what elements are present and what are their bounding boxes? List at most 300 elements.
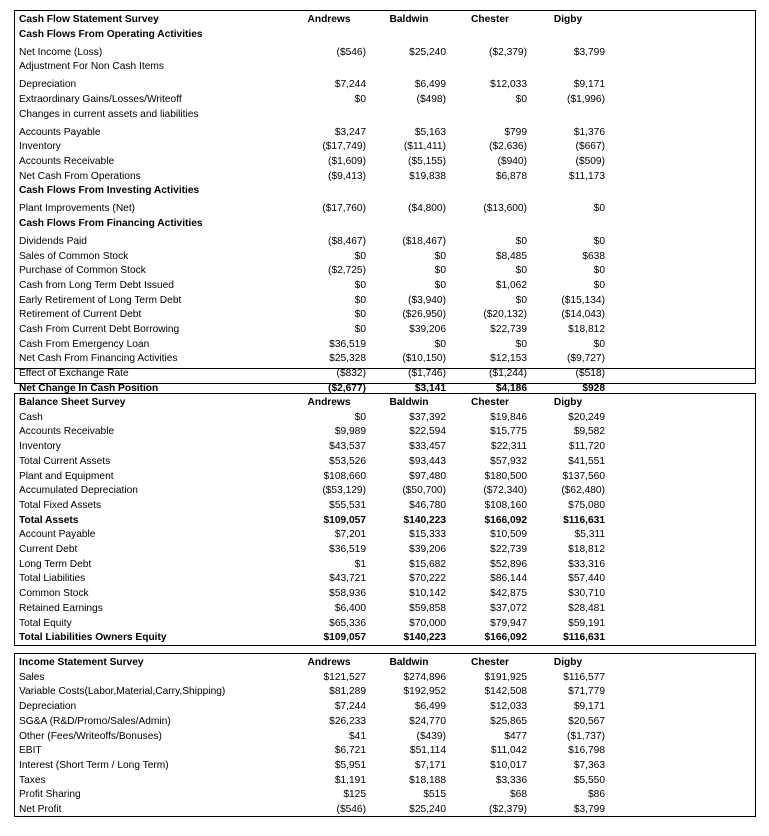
cell-digby: $9,171 xyxy=(573,79,605,91)
cell-andrews: $6,400 xyxy=(334,602,366,614)
cell-andrews: $81,289 xyxy=(329,686,366,698)
table-row xyxy=(19,514,755,529)
cell-andrews: ($9,413) xyxy=(328,170,366,182)
cell-digby: $116,631 xyxy=(563,514,605,526)
column-header-andrews: Andrews xyxy=(307,657,351,668)
cell-baldwin: $6,499 xyxy=(414,701,446,713)
cell-digby: ($667) xyxy=(575,141,605,153)
table-row xyxy=(19,572,755,587)
cell-chester: $799 xyxy=(504,126,527,138)
row-label: Profit Sharing xyxy=(19,789,81,801)
cell-andrews: $65,336 xyxy=(329,617,366,629)
cell-baldwin: $70,222 xyxy=(409,573,446,585)
cell-andrews: $53,526 xyxy=(329,455,366,467)
balance-sheet-title-row xyxy=(19,396,755,411)
cell-baldwin: $97,480 xyxy=(409,470,446,482)
balance-sheet-section xyxy=(14,393,756,646)
table-row xyxy=(19,264,755,279)
cell-andrews: $43,537 xyxy=(329,441,366,453)
cell-digby: ($62,480) xyxy=(561,485,605,497)
cell-andrews: $0 xyxy=(354,411,366,423)
row-label: Net Cash From Financing Activities xyxy=(19,353,178,365)
cell-andrews: $0 xyxy=(354,309,366,321)
income-statement-title-row xyxy=(19,656,755,671)
cell-baldwin: $5,163 xyxy=(414,126,446,138)
cell-digby: $9,582 xyxy=(573,426,605,438)
cell-baldwin: $192,952 xyxy=(403,686,446,698)
cell-andrews: $36,519 xyxy=(329,544,366,555)
table-row xyxy=(19,700,755,715)
row-label: Taxes xyxy=(19,774,46,786)
row-label: Total Liabilities Owners Equity xyxy=(19,632,167,644)
cell-andrews: ($2,725) xyxy=(328,265,366,277)
cell-baldwin: ($26,950) xyxy=(402,309,446,321)
cell-andrews: $7,244 xyxy=(334,701,366,713)
cell-chester: $79,947 xyxy=(490,617,527,629)
cell-digby: $20,249 xyxy=(568,411,605,423)
cell-chester: ($13,600) xyxy=(483,203,527,215)
cell-digby: $116,631 xyxy=(563,632,605,644)
table-row xyxy=(19,803,755,818)
cell-chester: $6,878 xyxy=(495,170,527,182)
cell-chester: $57,932 xyxy=(490,455,527,467)
table-row xyxy=(19,470,755,485)
cell-digby: ($9,727) xyxy=(567,353,605,365)
cell-andrews: ($1,609) xyxy=(328,155,366,167)
cell-digby: $5,311 xyxy=(574,529,605,541)
cell-digby: $1,376 xyxy=(573,126,605,138)
cell-andrews: ($17,760) xyxy=(322,203,366,215)
table-row xyxy=(19,425,755,440)
cell-chester: $166,092 xyxy=(484,632,527,644)
cell-andrews: ($546) xyxy=(336,46,366,58)
cell-andrews: ($546) xyxy=(336,804,366,815)
cell-andrews: $0 xyxy=(354,294,366,306)
cell-andrews: ($53,129) xyxy=(322,485,366,497)
column-header-andrews: Andrews xyxy=(307,14,351,25)
cell-andrews: ($832) xyxy=(336,368,366,380)
table-row xyxy=(19,279,755,294)
cell-digby: $116,577 xyxy=(563,671,605,683)
row-label: Current Debt xyxy=(19,544,78,555)
total-divider xyxy=(15,368,755,369)
cell-digby: ($1,996) xyxy=(567,93,605,105)
cell-baldwin: $37,392 xyxy=(409,411,446,423)
row-label: Adjustment For Non Cash Items xyxy=(19,61,164,73)
cell-digby: ($1,737) xyxy=(567,730,605,742)
cell-chester: $0 xyxy=(515,265,527,277)
cell-andrews: $1 xyxy=(354,558,366,570)
row-label: Depreciation xyxy=(19,79,77,91)
cell-chester: $68 xyxy=(510,789,527,801)
cell-chester: ($2,636) xyxy=(489,141,527,153)
cell-chester: $0 xyxy=(515,93,527,105)
cell-baldwin: $22,594 xyxy=(409,426,446,438)
cell-chester: $166,092 xyxy=(484,514,527,526)
column-header-digby: Digby xyxy=(553,397,583,408)
cell-baldwin: ($10,150) xyxy=(402,353,446,365)
table-row xyxy=(19,28,755,43)
cell-andrews: $43,721 xyxy=(329,573,366,585)
cell-andrews: $9,989 xyxy=(334,426,366,438)
row-label: Cash From Emergency Loan xyxy=(19,338,150,350)
cell-chester: $8,485 xyxy=(495,250,527,262)
row-label: Plant and Equipment xyxy=(19,470,114,482)
row-label: Changes in current assets and liabilities xyxy=(19,108,199,120)
cell-baldwin: $18,188 xyxy=(409,774,446,786)
cell-andrews: $0 xyxy=(354,250,366,262)
row-label: Total Equity xyxy=(19,617,72,629)
row-label: Interest (Short Term / Long Term) xyxy=(19,759,169,771)
cell-digby: $16,798 xyxy=(568,745,605,757)
cell-baldwin: $19,838 xyxy=(409,170,446,182)
cell-digby: ($509) xyxy=(575,155,605,167)
cell-chester: ($2,379) xyxy=(489,804,527,815)
cell-baldwin: $0 xyxy=(434,338,446,350)
column-header-chester: Chester xyxy=(471,657,509,668)
cell-baldwin: $515 xyxy=(423,789,446,801)
column-header-digby: Digby xyxy=(553,14,583,25)
cell-baldwin: $0 xyxy=(434,265,446,277)
row-label: Accounts Payable xyxy=(19,126,101,138)
row-label: Purchase of Common Stock xyxy=(19,265,146,277)
cell-chester: $3,336 xyxy=(495,774,527,786)
cell-digby: $71,779 xyxy=(568,686,605,698)
cell-digby: $28,481 xyxy=(568,602,605,614)
table-row xyxy=(19,60,755,75)
cell-digby: $59,191 xyxy=(568,617,605,629)
table-row xyxy=(19,78,755,93)
cell-baldwin: $24,770 xyxy=(409,715,446,727)
row-label: Accounts Receivable xyxy=(19,426,115,438)
row-label: Accounts Receivable xyxy=(19,155,115,167)
row-label: Net Change In Cash Position xyxy=(19,382,159,394)
cell-baldwin: $39,206 xyxy=(409,324,446,335)
cell-digby: $928 xyxy=(582,382,605,394)
cell-baldwin: $70,000 xyxy=(409,617,446,629)
cell-digby: $11,720 xyxy=(568,441,605,453)
cell-chester: ($20,132) xyxy=(483,309,527,321)
cell-andrews: $7,201 xyxy=(334,529,366,541)
cell-chester: $11,042 xyxy=(490,745,527,757)
table-row xyxy=(19,155,755,170)
row-label: Other (Fees/Writeoffs/Bonuses) xyxy=(19,730,162,742)
cell-baldwin: ($50,700) xyxy=(402,485,446,497)
cell-baldwin: ($3,940) xyxy=(408,294,446,306)
cell-baldwin: $15,682 xyxy=(409,558,446,570)
cell-andrews: $26,233 xyxy=(329,715,366,727)
row-label: SG&A (R&D/Promo/Sales/Admin) xyxy=(19,715,171,727)
cell-chester: $191,925 xyxy=(484,671,527,683)
cell-chester: $22,739 xyxy=(490,544,527,555)
row-label: Long Term Debt xyxy=(19,558,92,570)
cell-chester: ($72,340) xyxy=(483,485,527,497)
table-row xyxy=(19,499,755,514)
cell-chester: $10,509 xyxy=(490,529,527,541)
cell-baldwin: ($498) xyxy=(416,93,446,105)
table-row xyxy=(19,250,755,265)
cell-andrews: ($8,467) xyxy=(328,235,366,247)
table-row xyxy=(19,184,755,199)
cell-digby: ($14,043) xyxy=(561,309,605,321)
table-row xyxy=(19,528,755,543)
cell-digby: $0 xyxy=(593,265,605,277)
cell-digby: $638 xyxy=(582,250,605,262)
cell-chester: $22,311 xyxy=(490,441,527,453)
cell-digby: $20,567 xyxy=(568,715,605,727)
column-header-chester: Chester xyxy=(471,14,509,25)
cell-chester: $1,062 xyxy=(495,279,527,291)
cell-andrews: $109,057 xyxy=(323,514,366,526)
cell-baldwin: $15,333 xyxy=(409,529,446,541)
table-row xyxy=(19,543,755,558)
cell-chester: $0 xyxy=(515,235,527,247)
table-row xyxy=(19,170,755,185)
row-label: Cash Flows From Investing Activities xyxy=(19,185,200,197)
cell-chester: ($2,379) xyxy=(489,46,527,58)
cell-chester: $12,033 xyxy=(490,79,527,91)
row-label: Accumulated Depreciation xyxy=(19,485,138,497)
table-row xyxy=(19,759,755,774)
row-label: Inventory xyxy=(19,141,61,153)
cash-flow-title: Cash Flow Statement Survey xyxy=(19,14,159,25)
table-row xyxy=(19,202,755,217)
row-label: Common Stock xyxy=(19,588,89,600)
row-label: Total Current Assets xyxy=(19,455,111,467)
cell-chester: $10,017 xyxy=(490,759,527,771)
cell-baldwin: ($5,155) xyxy=(408,155,446,167)
cell-baldwin: $7,171 xyxy=(414,759,446,771)
cell-digby: $0 xyxy=(593,235,605,247)
cell-andrews: $0 xyxy=(354,279,366,291)
cell-baldwin: $93,443 xyxy=(409,455,446,467)
column-header-baldwin: Baldwin xyxy=(389,14,429,25)
table-row xyxy=(19,93,755,108)
table-row xyxy=(19,338,755,353)
row-label: Variable Costs(Labor,Material,Carry,Shipping) xyxy=(19,686,226,698)
cell-digby: $33,316 xyxy=(568,558,605,570)
cell-chester: $19,846 xyxy=(490,411,527,423)
table-row xyxy=(19,484,755,499)
cell-andrews: $7,244 xyxy=(334,79,366,91)
row-label: Inventory xyxy=(19,441,61,453)
row-label: Net Income (Loss) xyxy=(19,46,103,58)
table-row xyxy=(19,744,755,759)
cell-andrews: $36,519 xyxy=(329,338,366,350)
cell-andrews: $125 xyxy=(343,789,366,801)
table-row xyxy=(19,631,755,646)
cell-baldwin: ($1,746) xyxy=(408,368,446,380)
cell-andrews: ($17,749) xyxy=(322,141,366,153)
row-label: Cash Flows From Financing Activities xyxy=(19,217,203,229)
cell-andrews: $58,936 xyxy=(329,588,366,600)
cell-digby: $30,710 xyxy=(568,588,605,600)
cell-andrews: ($2,677) xyxy=(328,382,366,394)
cell-andrews: $0 xyxy=(354,324,366,335)
cell-chester: $22,739 xyxy=(490,324,527,335)
table-row xyxy=(19,440,755,455)
cell-digby: ($15,134) xyxy=(561,294,605,306)
cell-digby: $137,560 xyxy=(562,470,605,482)
table-row xyxy=(19,587,755,602)
cell-chester: $25,865 xyxy=(490,715,527,727)
cell-baldwin: $39,206 xyxy=(409,544,446,555)
cash-flow-section xyxy=(14,10,756,394)
cash-flow-title-row xyxy=(19,13,755,28)
cell-chester: ($940) xyxy=(497,155,527,167)
cell-andrews: $3,247 xyxy=(334,126,366,138)
table-row xyxy=(19,108,755,123)
row-label: Net Profit xyxy=(19,804,62,815)
cell-chester: ($1,244) xyxy=(489,368,527,380)
cell-baldwin: $25,240 xyxy=(409,804,446,815)
cell-chester: $52,896 xyxy=(490,558,527,570)
cell-digby: $75,080 xyxy=(568,499,605,511)
cell-andrews: $1,191 xyxy=(334,774,366,786)
cell-chester: $42,875 xyxy=(490,588,527,600)
table-row xyxy=(19,235,755,250)
cell-digby: $9,171 xyxy=(573,701,605,713)
table-row xyxy=(19,217,755,232)
cell-baldwin: $274,896 xyxy=(403,671,446,683)
cell-digby: $0 xyxy=(593,338,605,350)
row-label: Account Payable xyxy=(19,529,96,541)
table-row xyxy=(19,685,755,700)
table-row xyxy=(19,455,755,470)
cell-digby: $18,812 xyxy=(568,324,605,335)
table-row xyxy=(19,411,755,426)
cell-baldwin: $33,457 xyxy=(409,441,446,453)
table-row xyxy=(19,715,755,730)
table-row xyxy=(19,126,755,141)
cell-baldwin: $0 xyxy=(434,250,446,262)
cell-digby: $57,440 xyxy=(568,573,605,585)
table-row xyxy=(19,352,755,367)
cell-andrews: $0 xyxy=(354,93,366,105)
cell-digby: $3,799 xyxy=(573,46,605,58)
income-statement-title: Income Statement Survey xyxy=(19,657,144,668)
income-statement-section xyxy=(14,653,756,817)
column-header-chester: Chester xyxy=(471,397,509,408)
cell-baldwin: $59,858 xyxy=(409,602,446,614)
row-label: Sales of Common Stock xyxy=(19,250,129,262)
table-row xyxy=(19,617,755,632)
cell-andrews: $6,721 xyxy=(334,745,366,757)
cell-baldwin: $25,240 xyxy=(409,46,446,58)
cell-andrews: $121,527 xyxy=(323,671,366,683)
balance-sheet-title: Balance Sheet Survey xyxy=(19,397,126,408)
row-label: EBIT xyxy=(19,745,42,757)
cell-digby: $5,550 xyxy=(573,774,605,786)
cell-baldwin: ($439) xyxy=(416,730,446,742)
table-row xyxy=(19,367,755,382)
row-label: Cash from Long Term Debt Issued xyxy=(19,279,174,291)
cell-digby: $41,551 xyxy=(568,455,605,467)
table-row xyxy=(19,323,755,338)
cell-chester: $4,186 xyxy=(495,382,527,394)
cell-andrews: $5,951 xyxy=(334,759,366,771)
row-label: Cash From Current Debt Borrowing xyxy=(19,324,180,335)
row-label: Total Assets xyxy=(19,514,79,526)
row-label: Dividends Paid xyxy=(19,235,87,247)
table-row xyxy=(19,774,755,789)
row-label: Extraordinary Gains/Losses/Writeoff xyxy=(19,93,182,105)
table-row xyxy=(19,558,755,573)
cell-digby: $0 xyxy=(593,279,605,291)
cell-baldwin: $0 xyxy=(434,279,446,291)
row-label: Total Liabilities xyxy=(19,573,86,585)
row-label: Cash Flows From Operating Activities xyxy=(19,28,203,40)
table-row xyxy=(19,602,755,617)
row-label: Sales xyxy=(19,671,45,683)
cell-baldwin: $140,223 xyxy=(403,514,446,526)
column-header-digby: Digby xyxy=(553,657,583,668)
column-header-andrews: Andrews xyxy=(307,397,351,408)
cell-baldwin: $46,780 xyxy=(409,499,446,511)
cell-chester: $180,500 xyxy=(484,470,527,482)
cell-digby: $7,363 xyxy=(573,759,605,771)
cell-digby: $3,799 xyxy=(573,804,605,815)
cell-digby: $86 xyxy=(588,789,605,801)
cell-digby: ($518) xyxy=(575,368,605,380)
row-label: Effect of Exchange Rate xyxy=(19,368,129,380)
table-row xyxy=(19,730,755,745)
cell-baldwin: $140,223 xyxy=(403,632,446,644)
cell-digby: $11,173 xyxy=(568,170,605,182)
column-header-baldwin: Baldwin xyxy=(389,657,429,668)
cell-chester: $108,160 xyxy=(484,499,527,511)
cell-digby: $0 xyxy=(593,203,605,215)
cell-chester: $477 xyxy=(504,730,527,742)
table-row xyxy=(19,46,755,61)
table-row xyxy=(19,308,755,323)
row-label: Plant Improvements (Net) xyxy=(19,203,136,215)
row-label: Retirement of Current Debt xyxy=(19,309,142,321)
cell-baldwin: $6,499 xyxy=(414,79,446,91)
cell-digby: $18,812 xyxy=(568,544,605,555)
cell-andrews: $55,531 xyxy=(329,499,366,511)
cell-andrews: $41 xyxy=(349,730,366,742)
cell-chester: $0 xyxy=(515,294,527,306)
row-label: Early Retirement of Long Term Debt xyxy=(19,294,182,306)
column-header-baldwin: Baldwin xyxy=(389,397,429,408)
cell-chester: $0 xyxy=(515,338,527,350)
cell-baldwin: ($4,800) xyxy=(408,203,446,215)
cell-chester: $12,033 xyxy=(490,701,527,713)
cell-andrews: $25,328 xyxy=(329,353,366,365)
row-label: Net Cash From Operations xyxy=(19,170,141,182)
cell-andrews: $108,660 xyxy=(323,470,366,482)
cell-chester: $15,775 xyxy=(490,426,527,438)
table-row xyxy=(19,294,755,309)
table-row xyxy=(19,788,755,803)
table-row xyxy=(19,671,755,686)
cell-andrews: $109,057 xyxy=(323,632,366,644)
cell-chester: $86,144 xyxy=(490,573,527,585)
cell-baldwin: ($11,411) xyxy=(403,141,446,153)
cell-baldwin: ($18,467) xyxy=(402,235,446,247)
table-row xyxy=(19,140,755,155)
row-label: Retained Earnings xyxy=(19,602,103,614)
cell-chester: $37,072 xyxy=(490,602,527,614)
cell-baldwin: $51,114 xyxy=(409,745,446,757)
row-label: Cash xyxy=(19,411,43,423)
cell-baldwin: $10,142 xyxy=(409,588,446,600)
cell-chester: $12,153 xyxy=(490,353,527,365)
cell-chester: $142,508 xyxy=(484,686,527,698)
cell-baldwin: $3,141 xyxy=(414,382,446,394)
row-label: Total Fixed Assets xyxy=(19,499,102,511)
